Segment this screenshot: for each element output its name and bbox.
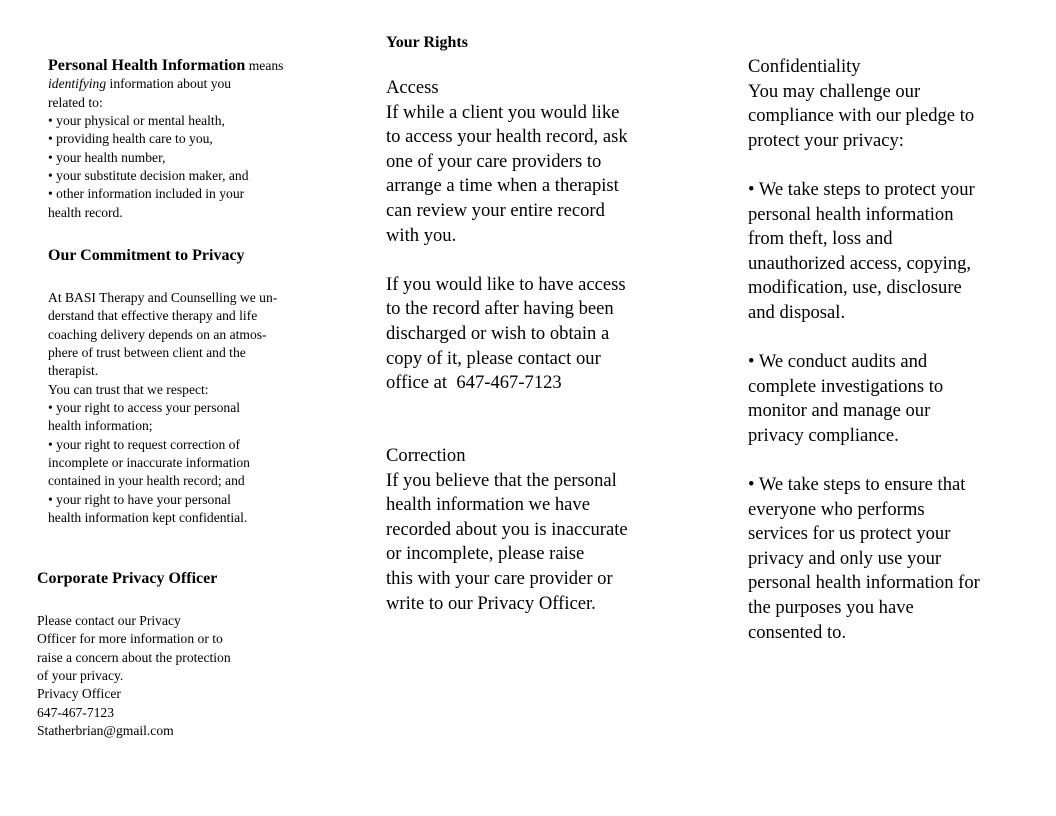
spacer-1 — [748, 153, 980, 178]
text-line: recorded about you is inaccurate — [386, 518, 628, 540]
text-line: • your right to have your personal — [48, 491, 231, 507]
text-line: Privacy Officer — [37, 686, 121, 702]
text-line: discharged or wish to obtain a — [386, 322, 610, 344]
text-line: related to: — [48, 94, 103, 110]
officer-heading: Corporate Privacy Officer — [37, 570, 218, 587]
text-line: • your right to access your personal — [48, 400, 240, 416]
text-line: derstand that effective therapy and life — [48, 308, 258, 324]
text-line: consented to. — [748, 621, 847, 643]
text-line: this with your care provider or — [386, 567, 613, 589]
text-line: unauthorized access, copying, — [748, 252, 972, 274]
text-line: health information we have — [386, 494, 590, 516]
access-heading: Access — [386, 77, 439, 98]
confidentiality-bullet-2 — [748, 350, 980, 448]
text-line: can review your entire record — [386, 199, 605, 221]
text-line: • providing health care to you, — [48, 131, 213, 147]
text-line: compliance with our pledge to — [748, 105, 975, 127]
text-line: privacy compliance. — [748, 424, 899, 446]
text-line: the purposes you have — [748, 597, 914, 619]
text-line: complete investigations to — [748, 375, 944, 397]
spacer-3 — [748, 449, 980, 474]
text-line: everyone who performs — [748, 498, 925, 520]
text-line: If while a client you would like — [386, 101, 620, 123]
spacer-2 — [748, 326, 980, 351]
phi-line-2 — [48, 75, 283, 93]
text-line: or incomplete, please raise — [386, 543, 585, 565]
correction-body — [386, 469, 628, 617]
confidentiality-section — [748, 55, 980, 645]
text-line: Statherbrian@gmail.com — [37, 723, 174, 739]
commitment-heading: Our Commitment to Privacy — [48, 247, 245, 264]
officer-body — [37, 612, 231, 740]
text-line: health information kept confidential. — [48, 510, 248, 526]
text-line: one of your care providers to — [386, 150, 602, 172]
phi-title-suffix: means — [245, 58, 284, 73]
text-line: You can trust that we respect: — [48, 381, 209, 397]
text-line: health record. — [48, 204, 123, 220]
correction-section — [386, 444, 628, 616]
text-line: • your right to request correction of — [48, 436, 240, 452]
text-line: privacy and only use your — [748, 547, 942, 569]
commitment-body — [48, 289, 277, 527]
text-line: arrange a time when a therapist — [386, 175, 619, 197]
text-line: • your health number, — [48, 149, 166, 165]
text-line: therapist. — [48, 363, 99, 379]
text-line: • We take steps to protect your — [748, 178, 975, 200]
text-line: At BASI Therapy and Counselling we un- — [48, 290, 278, 305]
text-line: write to our Privacy Officer. — [386, 592, 596, 614]
text-line: personal health information for — [748, 572, 980, 594]
confidentiality-heading: Confidentiality — [748, 56, 861, 77]
text-line: You may challenge our — [748, 80, 921, 102]
text-line: office at 647-467-7123 — [386, 372, 562, 394]
text-line: copy of it, please contact our — [386, 347, 601, 369]
text-line: services for us protect your — [748, 523, 951, 545]
phi-identifying: identifying — [48, 76, 107, 92]
text-line: contained in your health record; and — [48, 473, 245, 489]
text-line: and disposal. — [748, 301, 846, 323]
text-line: Officer for more information or to — [37, 631, 223, 647]
text-line: modification, use, disclosure — [748, 277, 962, 299]
text-line: to access your health record, ask — [386, 126, 628, 148]
correction-heading: Correction — [386, 445, 466, 466]
access-section — [386, 76, 628, 396]
text-line: Please contact our Privacy — [37, 613, 181, 628]
access-body-2 — [386, 273, 628, 396]
text-line: • We conduct audits and — [748, 351, 928, 373]
text-line: protect your privacy: — [748, 129, 904, 151]
access-body — [386, 101, 628, 249]
text-line: • other information included in your — [48, 186, 245, 202]
phi-line-2-rest: information about you — [106, 76, 232, 92]
text-line: incomplete or inaccurate information — [48, 455, 250, 471]
text-line: 647-467-7123 — [37, 704, 115, 720]
your-rights-heading: Your Rights — [386, 34, 468, 51]
confidentiality-intro — [748, 80, 980, 154]
text-line: to the record after having been — [386, 298, 614, 320]
text-line: monitor and manage our — [748, 400, 931, 422]
text-line: health information; — [48, 418, 153, 434]
text-line: • We take steps to ensure that — [748, 474, 966, 496]
confidentiality-bullet-1 — [748, 178, 980, 326]
text-line: If you would like to have access — [386, 273, 626, 295]
text-line: with you. — [386, 224, 457, 246]
text-line: phere of trust between client and the — [48, 345, 246, 361]
text-line: • your substitute decision maker, and — [48, 168, 249, 184]
text-line: personal health information — [748, 203, 954, 225]
text-line: raise a concern about the protection — [37, 649, 231, 665]
phi-lines — [48, 94, 283, 222]
text-line: If you believe that the personal — [386, 469, 617, 491]
access-spacer — [386, 248, 628, 273]
text-line: coaching delivery depends on an atmos- — [48, 326, 267, 342]
text-line: • your physical or mental health, — [48, 113, 225, 129]
phi-title-line — [48, 57, 283, 75]
phi-title: Personal Health Information — [48, 57, 246, 74]
confidentiality-bullet-3 — [748, 473, 980, 645]
text-line: from theft, loss and — [748, 228, 893, 250]
text-line: of your privacy. — [37, 668, 124, 684]
phi-section — [48, 57, 283, 222]
